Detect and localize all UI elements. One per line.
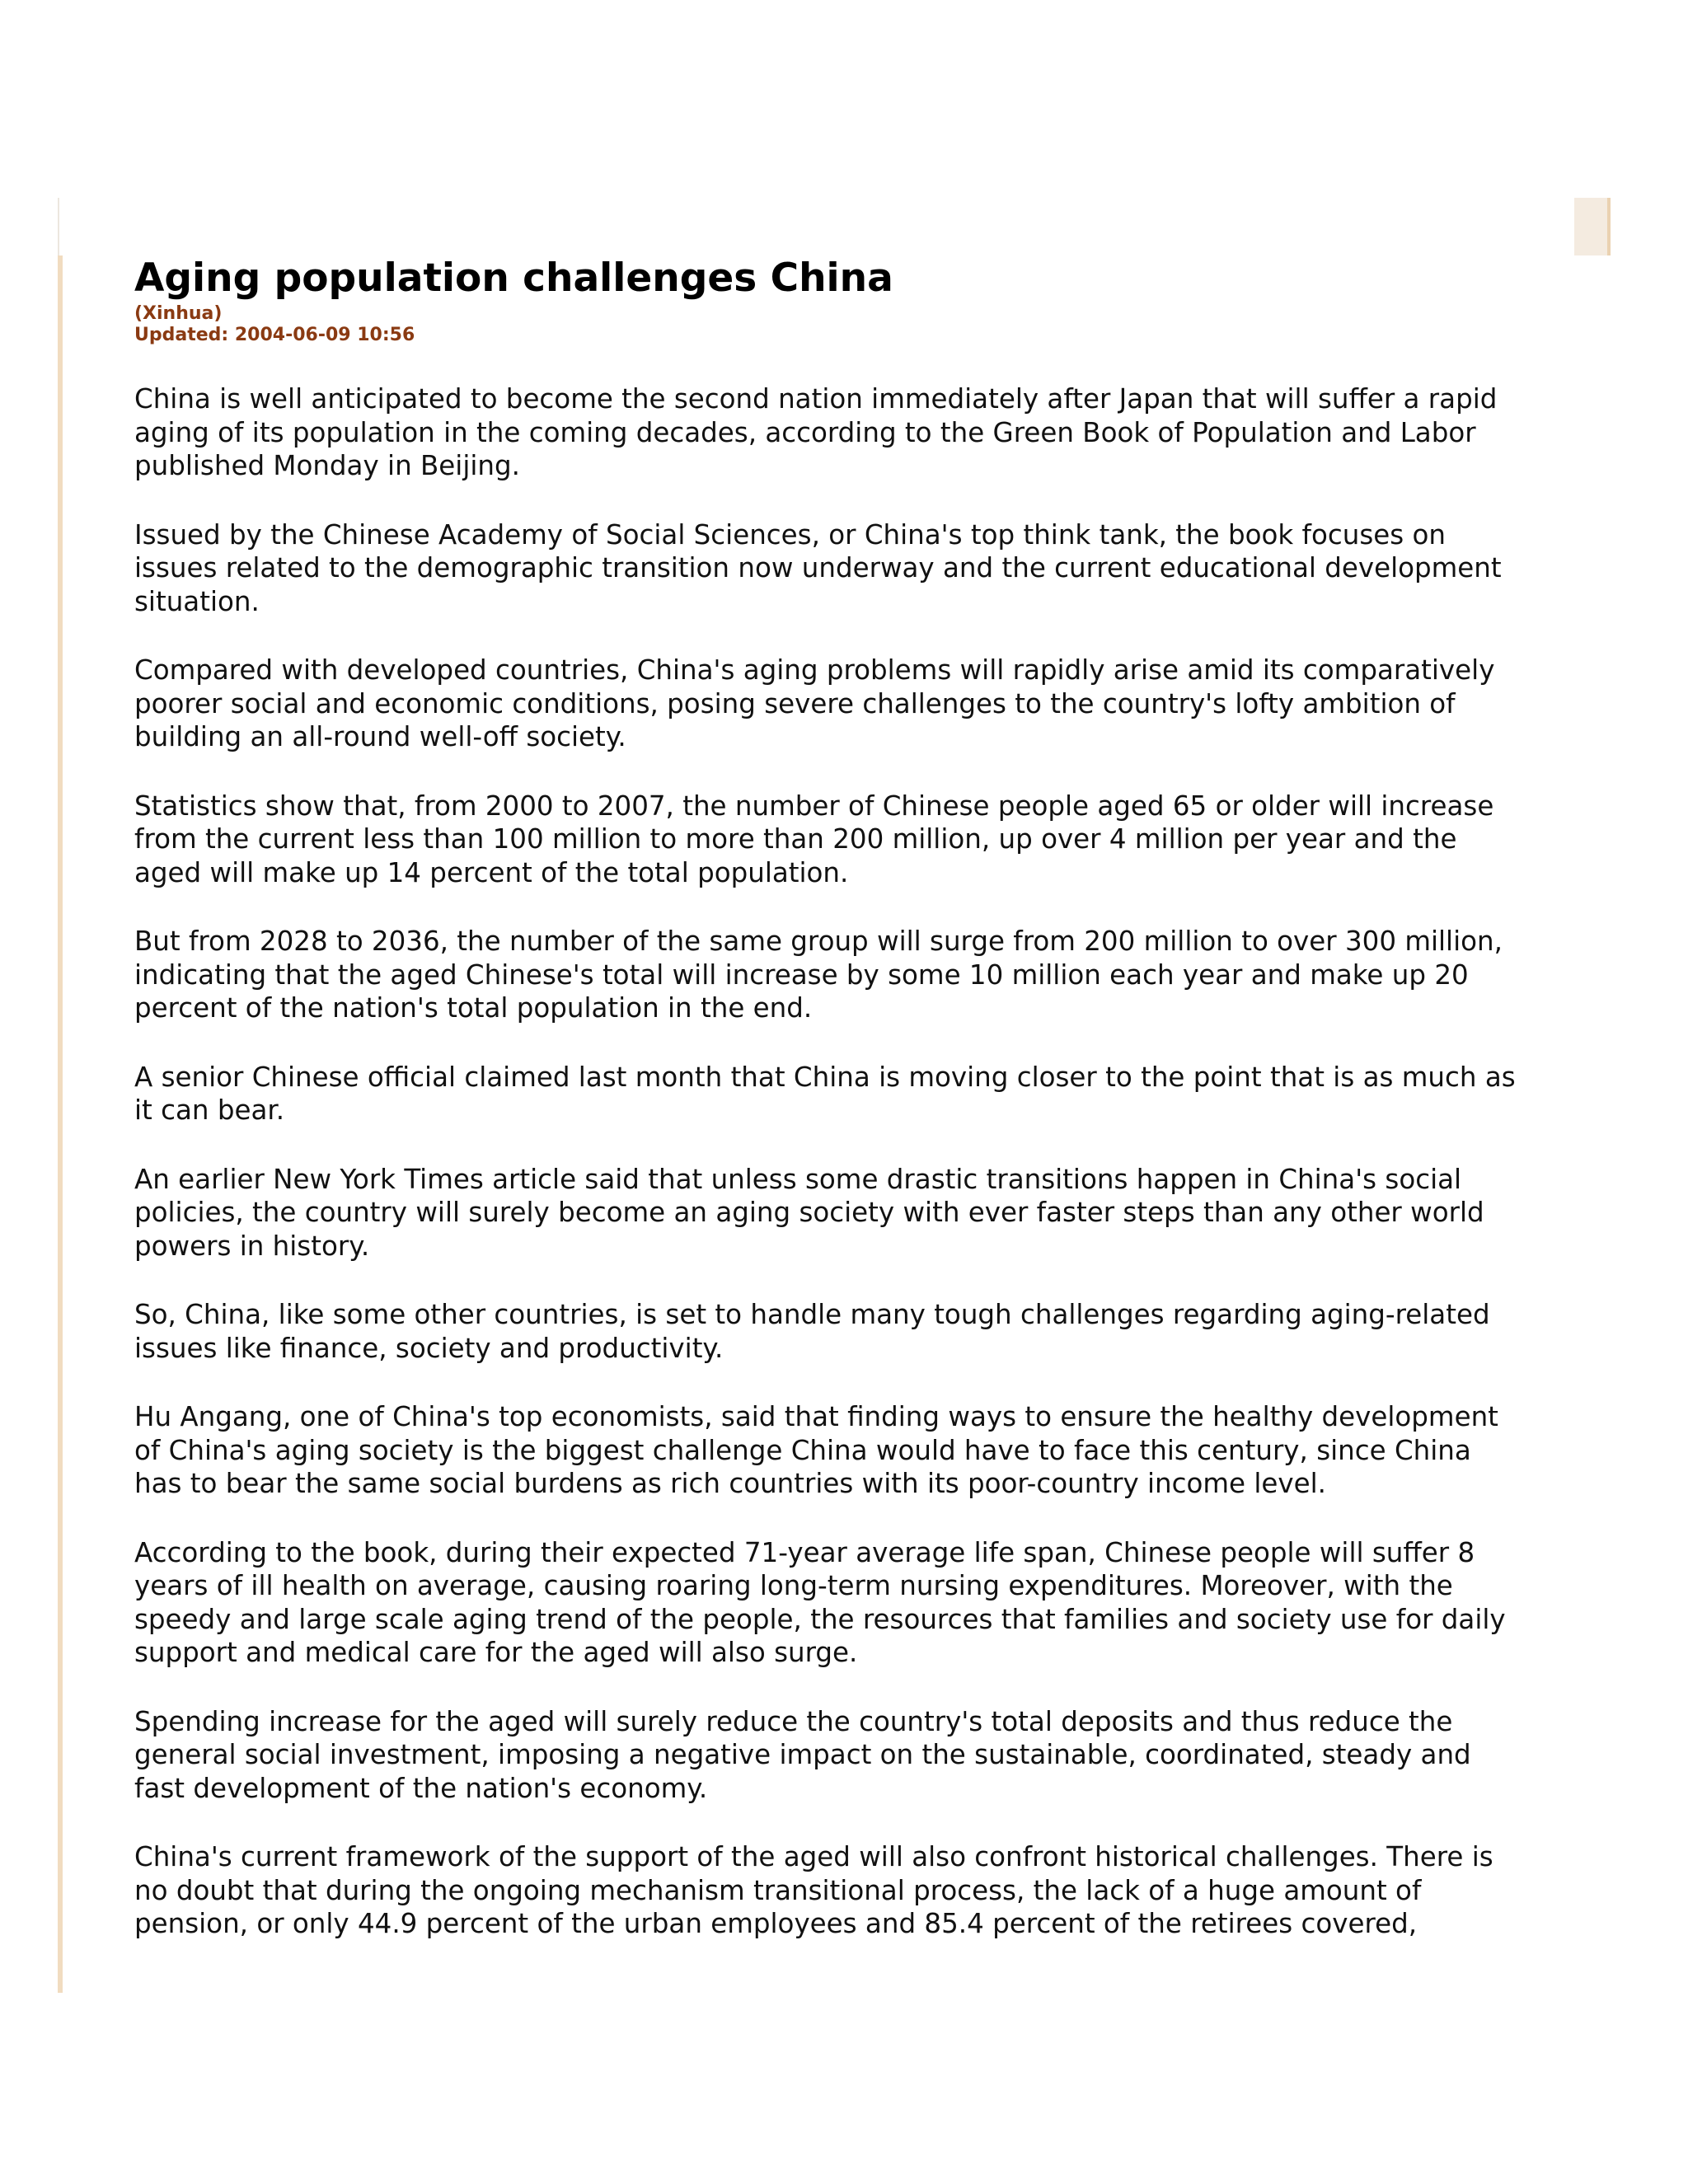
- article-source: (Xinhua): [134, 303, 223, 324]
- paragraph: According to the book, during their expected 71-year average life span, Chinese people will suffer 8 years of ill health on average, causing roaring long-term nursing expenditures. Moreover, with the speedy and large scale aging trend of the people, the resources that families and society use for daily support and medical care for the aged will also surge.: [134, 1536, 1506, 1668]
- right-tab-decoration: [1574, 198, 1611, 255]
- left-border-top: [58, 198, 59, 257]
- paragraph: Issued by the Chinese Academy of Social Sciences, or China's top think tank, the book focuses on issues related to the demographic transition now underway and the current educational development situation.: [134, 518, 1502, 617]
- paragraph: China is well anticipated to become the second nation immediately after Japan that will suffer a rapid aging of its population in the coming decades, according to the Green Book of Population and Labor published Monday in Beijing.: [134, 383, 1498, 481]
- paragraph: A senior Chinese official claimed last month that China is moving closer to the point that is as much as it can bear.: [134, 1061, 1516, 1126]
- paragraph: Statistics show that, from 2000 to 2007, the number of Chinese people aged 65 or older will increase from the current less than 100 million to more than 200 million, up over 4 million per year and the aged will make up 14 percent of the total population.: [134, 790, 1494, 888]
- paragraph: Hu Angang, one of China's top economists, said that finding ways to ensure the healthy development of China's aging society is the biggest challenge China would have to face this century, since China has to bear the same social burdens as rich countries with its poor-country income level.: [134, 1401, 1498, 1499]
- paragraph: Spending increase for the aged will surely reduce the country's total deposits and thus reduce the general social investment, imposing a negative impact on the sustainable, coordinated, steady and fast development of the nation's economy.: [134, 1705, 1471, 1804]
- article-title: Aging population challenges China: [134, 255, 893, 301]
- paragraph: Compared with developed countries, China's aging problems will rapidly arise amid its comparatively poorer social and economic conditions, posing severe challenges to the country's lofty ambition of building an all-round well-off society.: [134, 654, 1495, 752]
- paragraph: China's current framework of the support of the aged will also confront historical challenges. There is no doubt that during the ongoing mechanism transitional process, the lack of a huge amount of pension, or only 44.9 percent of the urban employees and 85.4 percent of the retirees covered,: [134, 1841, 1493, 1939]
- left-border: [58, 255, 63, 1993]
- paragraph: An earlier New York Times article said that unless some drastic transitions happen in China's social policies, the country will surely become an aging society with ever faster steps than any other world powers in history.: [134, 1163, 1484, 1262]
- paragraph: But from 2028 to 2036, the number of the same group will surge from 200 million to over 300 million, indicating that the aged Chinese's total will increase by some 10 million each year and make up 20 percent of the nation's total population in the end.: [134, 926, 1503, 1024]
- paragraph: So, China, like some other countries, is set to handle many tough challenges regarding aging-related issues like finance, society and productivity.: [134, 1299, 1490, 1364]
- article-updated: Updated: 2004-06-09 10:56: [134, 325, 415, 345]
- article-body: [134, 382, 1577, 1941]
- article: [134, 254, 1577, 1976]
